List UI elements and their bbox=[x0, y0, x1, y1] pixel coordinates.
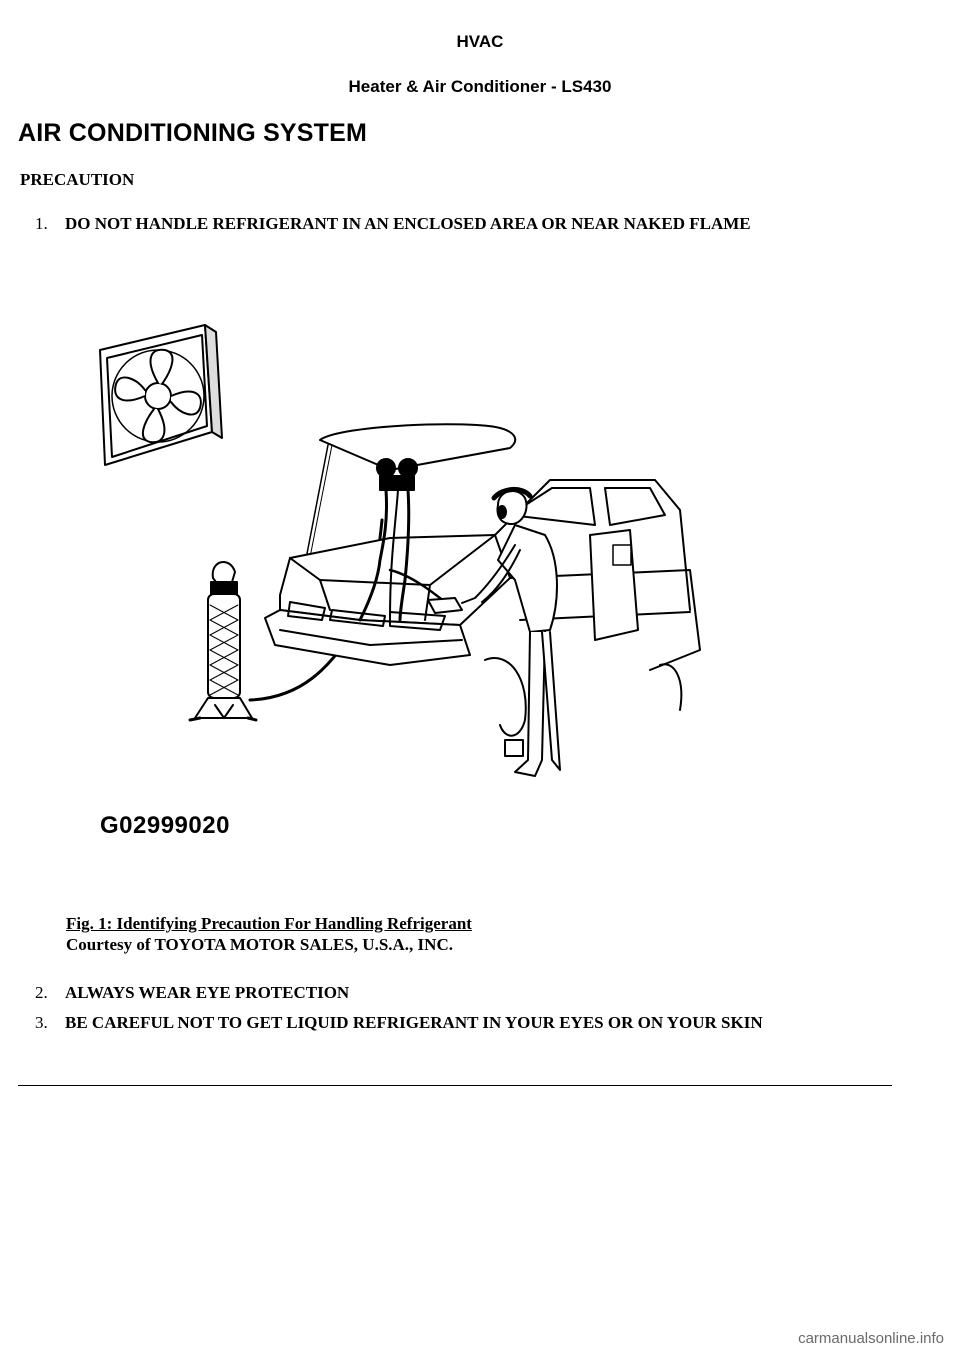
step-number: 3. bbox=[35, 1013, 48, 1032]
step-item-3 bbox=[35, 1013, 763, 1033]
section-title: AIR CONDITIONING SYSTEM bbox=[18, 119, 368, 147]
horizontal-divider bbox=[18, 1085, 892, 1086]
watermark: carmanualsonline.info bbox=[798, 1330, 944, 1347]
step-item-2 bbox=[35, 983, 349, 1003]
figure-caption-courtesy: Courtesy of TOYOTA MOTOR SALES, U.S.A., INC. bbox=[66, 935, 453, 954]
step-text: ALWAYS WEAR EYE PROTECTION bbox=[65, 983, 350, 1002]
figure-code: G02999020 bbox=[100, 812, 230, 839]
document-title: HVAC bbox=[456, 32, 504, 51]
figure-caption-title: Fig. 1: Identifying Precaution For Handling Refrigerant bbox=[66, 914, 472, 933]
step-text: BE CAREFUL NOT TO GET LIQUID REFRIGERANT IN YOUR EYES OR ON YOUR SKIN bbox=[65, 1013, 763, 1032]
step-text: DO NOT HANDLE REFRIGERANT IN AN ENCLOSED AREA OR NEAR NAKED FLAME bbox=[65, 214, 751, 233]
document-subtitle: Heater & Air Conditioner - LS430 bbox=[348, 77, 612, 96]
refrigerant-cylinder-icon bbox=[190, 562, 256, 720]
car-open-hood-icon bbox=[265, 424, 700, 735]
ventilation-fan-icon bbox=[100, 325, 222, 465]
step-number: 1. bbox=[35, 214, 48, 233]
refrigerant-handling-illustration bbox=[90, 320, 710, 840]
figure-caption bbox=[66, 913, 472, 955]
step-number: 2. bbox=[35, 983, 48, 1002]
subsection-heading: PRECAUTION bbox=[20, 170, 135, 189]
step-item-1 bbox=[35, 214, 751, 234]
